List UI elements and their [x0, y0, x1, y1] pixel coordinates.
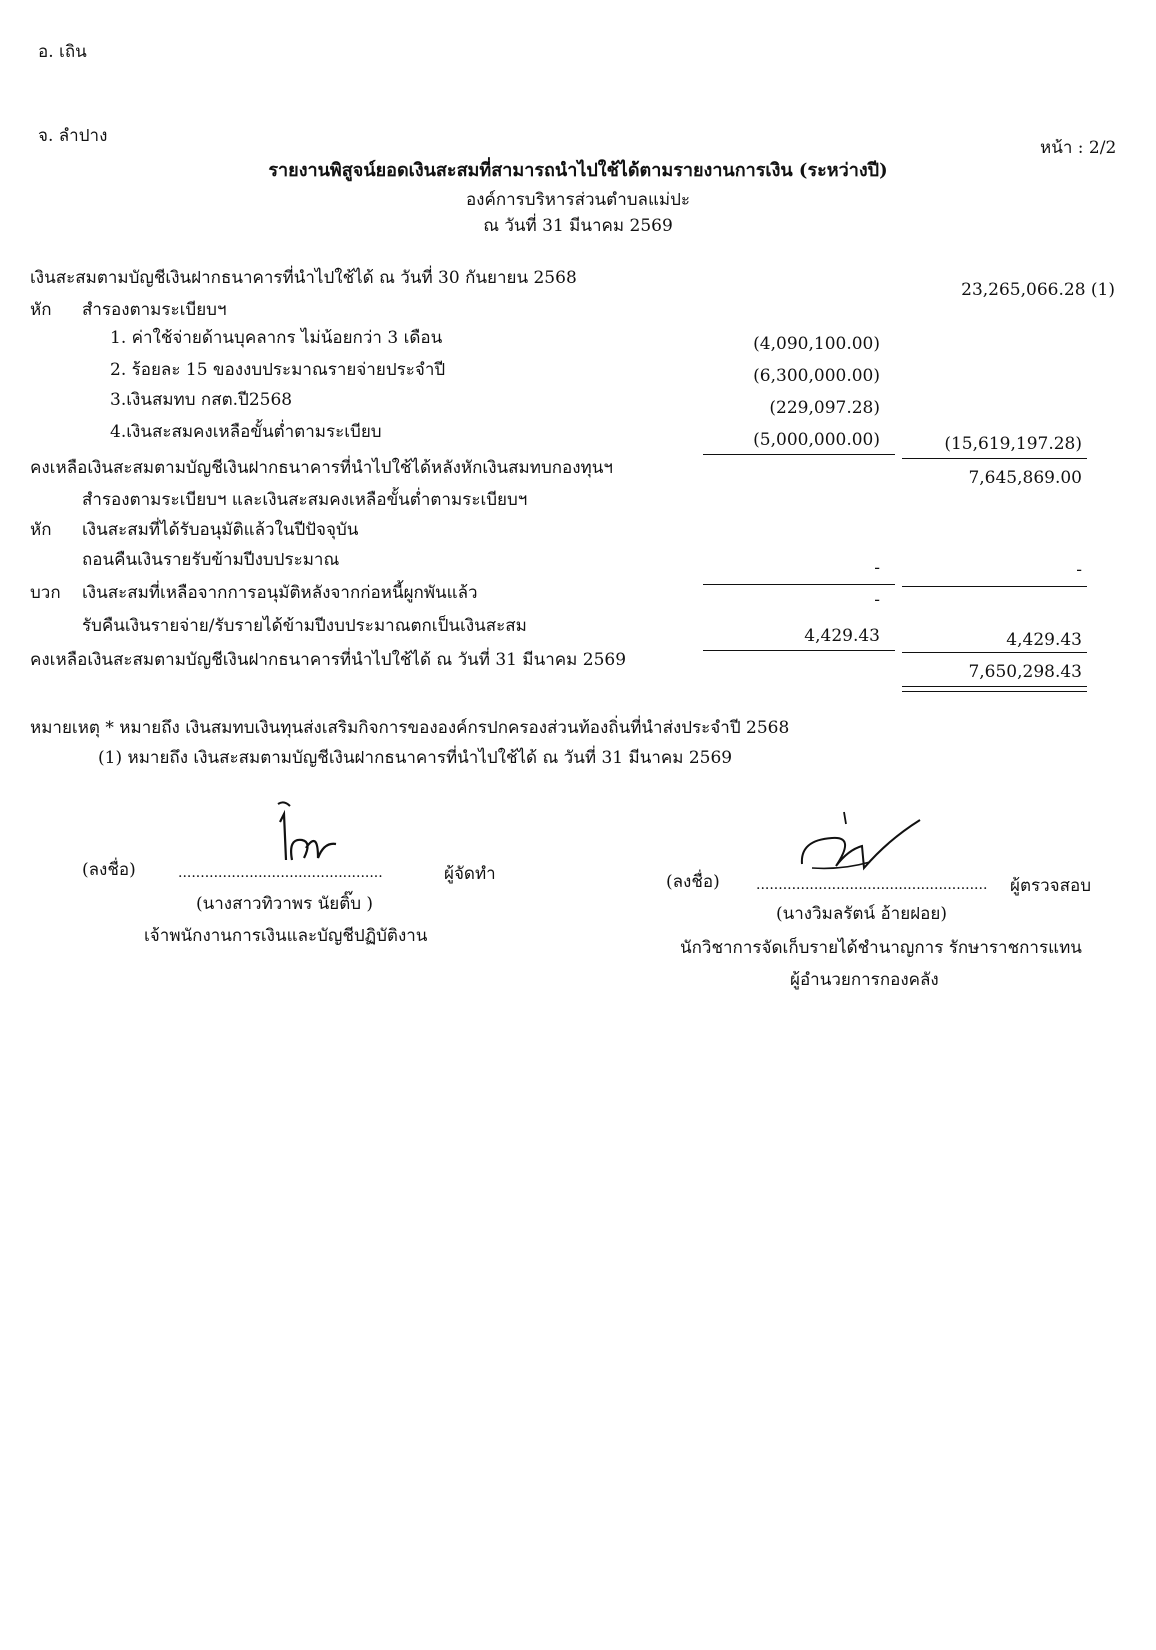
double-underline-1	[902, 686, 1087, 687]
reserve-item-3-value: (229,097.28)	[769, 398, 880, 418]
subtotal-line-right	[902, 458, 1087, 459]
closing-balance-label: คงเหลือเงินสะสมตามบัญชีเงินฝากธนาคารที่นำไปใช้ได้ ณ วันที่ 31 มีนาคม 2569	[30, 650, 627, 670]
refund-revenue-mid: 4,429.43	[804, 626, 880, 646]
left-sign-label: (ลงชื่อ)	[82, 860, 136, 880]
province-label: จ. ลำปาง	[38, 126, 108, 146]
report-date: ณ วันที่ 31 มีนาคม 2569	[483, 216, 673, 236]
right-role-label: ผู้ตรวจสอบ	[1010, 876, 1092, 896]
refund-revenue-right: 4,429.43	[1006, 630, 1082, 650]
plus-prefix: บวก	[30, 583, 61, 603]
less-prefix: หัก	[30, 300, 52, 320]
reserve-item-2-value: (6,300,000.00)	[753, 366, 880, 386]
remaining-approved-label: เงินสะสมที่เหลือจากการอนุมัติหลังจากก่อหนี้ผูกพันแล้ว	[82, 583, 478, 603]
report-title: รายงานพิสูจน์ยอดเงินสะสมที่สามารถนำไปใช้ได้ตามรายงานการเงิน (ระหว่างปี)	[268, 160, 888, 181]
right-sign-dots: ....................................................	[756, 877, 988, 893]
page-number: หน้า : 2/2	[1040, 138, 1117, 158]
left-signature-scribble	[258, 800, 368, 880]
organization-name: องค์การบริหารส่วนตำบลแม่ปะ	[465, 190, 691, 210]
reserve-item-4-value: (5,000,000.00)	[753, 430, 880, 450]
approved-mid-value: -	[874, 558, 880, 578]
refund-line-right	[902, 652, 1087, 653]
reserve-total-value: (15,619,197.28)	[944, 434, 1082, 454]
left-signer-position: เจ้าพนักงานการเงินและบัญชีปฏิบัติงาน	[144, 926, 428, 946]
right-signer-position: นักวิชาการจัดเก็บรายได้ชำนาญการ รักษาราชการแทน	[680, 938, 1082, 958]
less-prefix-2: หัก	[30, 520, 52, 540]
balance-after-reserve-label-2: สำรองตามระเบียบฯ และเงินสะสมคงเหลือขั้นต่ำตามระเบียบฯ	[82, 490, 528, 510]
reserve-item-2-label: 2. ร้อยละ 15 ของงบประมาณรายจ่ายประจำปี	[110, 360, 446, 380]
refund-line-mid	[703, 650, 895, 651]
right-signer-position-2: ผู้อำนวยการกองคลัง	[790, 970, 939, 990]
double-underline-2	[902, 691, 1087, 692]
approved-line-mid	[703, 584, 895, 585]
right-signature-scribble	[792, 806, 942, 886]
left-role-label: ผู้จัดทำ	[444, 864, 496, 884]
balance-after-reserve-value: 7,645,869.00	[968, 468, 1082, 488]
opening-balance-value: 23,265,066.28 (1)	[961, 280, 1115, 300]
left-signer-name: (นางสาวทิวาพร นัยติ๊บ )	[196, 894, 374, 914]
balance-after-reserve-label: คงเหลือเงินสะสมตามบัญชีเงินฝากธนาคารที่นำไปใช้ได้หลังหักเงินสมทบกองทุนฯ	[30, 458, 613, 478]
closing-balance-value: 7,650,298.43	[968, 662, 1082, 682]
reserve-item-4-label: 4.เงินสะสมคงเหลือขั้นต่ำตามระเบียบ	[110, 422, 382, 442]
opening-balance-label: เงินสะสมตามบัญชีเงินฝากธนาคารที่นำไปใช้ได้ ณ วันที่ 30 กันยายน 2568	[30, 268, 577, 288]
reserve-item-1-label: 1. ค่าใช้จ่ายด้านบุคลากร ไม่น้อยกว่า 3 เดือน	[110, 328, 443, 348]
reserve-heading: สำรองตามระเบียบฯ	[82, 300, 227, 320]
right-signer-name: (นางวิมลรัตน์ อ้ายฝอย)	[776, 904, 947, 924]
approved-reserve-label: เงินสะสมที่ได้รับอนุมัติแล้วในปีปัจจุบัน	[82, 520, 359, 540]
refund-revenue-label: รับคืนเงินรายจ่าย/รับรายได้ข้ามปีงบประมาณตกเป็นเงินสะสม	[82, 616, 527, 636]
note-asterisk: หมายเหตุ * หมายถึง เงินสมทบเงินทุนส่งเสริมกิจการขององค์กรปกครองส่วนท้องถิ่นที่นำส่งประจำปี 2568	[30, 718, 790, 738]
right-sign-label: (ลงชื่อ)	[666, 872, 720, 892]
note-one: (1) หมายถึง เงินสะสมตามบัญชีเงินฝากธนาคารที่นำไปใช้ได้ ณ วันที่ 31 มีนาคม 2569	[98, 748, 733, 768]
approved-right-value: -	[1076, 560, 1082, 580]
reserve-item-1-value: (4,090,100.00)	[753, 334, 880, 354]
refund-label: ถอนคืนเงินรายรับข้ามปีงบประมาณ	[82, 550, 340, 570]
district-label: อ. เถิน	[38, 42, 87, 62]
subtotal-line-mid	[703, 454, 895, 455]
reserve-item-3-label: 3.เงินสมทบ กสต.ปี2568	[110, 390, 293, 410]
left-sign-dots: ..............................................	[178, 865, 383, 881]
remaining-approved-mid: -	[874, 590, 880, 610]
approved-line-right	[902, 586, 1087, 587]
